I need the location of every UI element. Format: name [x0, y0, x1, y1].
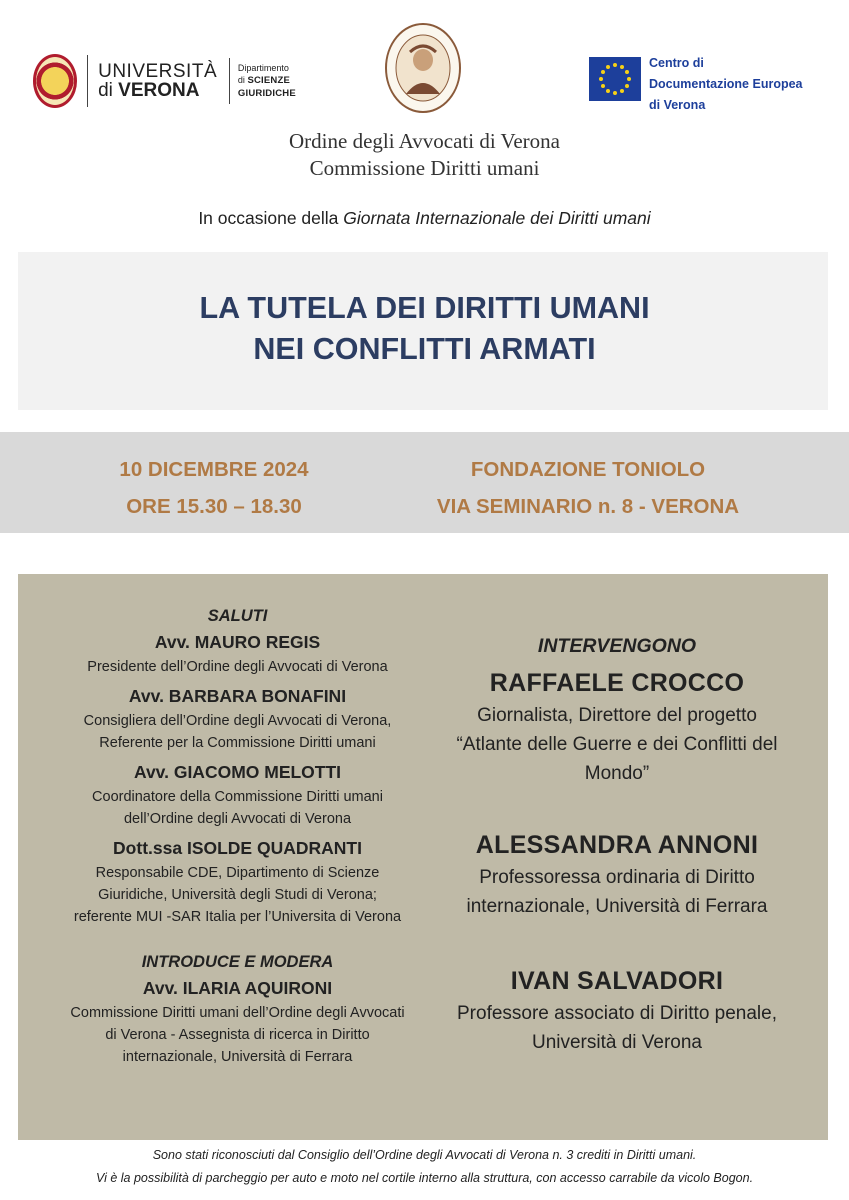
- speaker-name: RAFFAELE CROCCO: [489, 669, 745, 697]
- speaker-name: Avv. MAURO REGIS: [154, 632, 321, 652]
- speaker-role: Giornalista, Direttore del progetto “Atlante delle Guerre e dei Conflitti del Mondo”: [456, 705, 778, 784]
- bar-association-seal-icon: [384, 22, 462, 114]
- cde-wordmark: Centro di Documentazione Europea di Verona: [649, 56, 803, 112]
- intervengono-heading: INTERVENGONO: [537, 635, 697, 657]
- speaker-role: Presidente dell’Ordine degli Avvocati di Verona: [87, 659, 388, 675]
- speaker-name: Avv. GIACOMO MELOTTI: [133, 762, 342, 782]
- event-datetime: [100, 451, 328, 525]
- parking-note: Vi è la possibilità di parcheggio per auto e moto nel cortile interno alla struttura, con accesso carrabile da vicolo Bogon.: [95, 1171, 754, 1185]
- event-date: 10 DICEMBRE 2024: [119, 458, 309, 481]
- divider: [87, 55, 88, 107]
- speaker-role: Professoressa ordinaria di Diritto internazionale, Università di Ferrara: [466, 867, 768, 917]
- organizer-line: Commissione Diritti umani: [309, 156, 540, 180]
- program-right-column: [428, 632, 806, 1057]
- event-time: ORE 15.30 – 18.30: [126, 495, 302, 518]
- organizer: [0, 128, 849, 182]
- speaker-role: Professore associato di Diritto penale, Università di Verona: [457, 1003, 777, 1053]
- univr-logo: [33, 50, 328, 112]
- speaker-name: ALESSANDRA ANNONI: [475, 831, 759, 859]
- occasion-line: In occasione della Giornata Internazionale dei Diritti umani: [198, 208, 651, 228]
- credits-note: Sono stati riconosciuti dal Consiglio dell’Ordine degli Avvocati di Verona n. 3 crediti in Diritti umani.: [152, 1148, 697, 1162]
- moderator-name: Avv. ILARIA AQUIRONI: [142, 978, 333, 998]
- divider: [229, 58, 230, 104]
- saluti-heading: SALUTI: [207, 607, 268, 625]
- speaker-name: Dott.ssa ISOLDE QUADRANTI: [113, 838, 362, 858]
- footnote: [0, 1144, 849, 1190]
- speaker-role: Consigliera dell’Ordine degli Avvocati di Verona, Referente per la Commissione Diritti umani: [83, 713, 392, 751]
- speaker-role: Responsabile CDE, Dipartimento di Scienze Giuridiche, Università degli Studi di Verona; referente MUI -SAR Italia per l’Universita di Verona: [73, 865, 402, 925]
- univr-seal-icon: [33, 54, 77, 108]
- event-address: VIA SEMINARIO n. 8 - VERONA: [436, 495, 740, 518]
- cde-logo: [589, 57, 803, 116]
- speaker-role: Coordinatore della Commissione Diritti umani dell’Ordine degli Avvocati di Verona: [92, 789, 383, 827]
- speaker-name: IVAN SALVADORI: [510, 967, 724, 995]
- organizer-line: Ordine degli Avvocati di Verona: [289, 129, 560, 153]
- moderator-heading: INTRODUCE E MODERA: [141, 953, 334, 971]
- page-title: LA TUTELA DEI DIRITTI UMANI NEI CONFLITTI ARMATI: [199, 291, 650, 366]
- univr-wordmark: UNIVERSITÀ di VERONA: [98, 61, 218, 101]
- event-venue: FONDAZIONE TONIOLO: [470, 458, 706, 481]
- speaker-name: Avv. BARBARA BONAFINI: [128, 686, 347, 706]
- moderator-role: Commissione Diritti umani dell’Ordine degli Avvocati di Verona - Assegnista di ricerca in Diritto internazionale, Università di Ferrara: [70, 1005, 405, 1065]
- eu-flag-icon: [589, 57, 641, 101]
- program-left-column: [40, 604, 435, 1072]
- event-location: [398, 451, 778, 525]
- dept-wordmark: Dipartimento di SCIENZE GIURIDICHE: [237, 63, 296, 99]
